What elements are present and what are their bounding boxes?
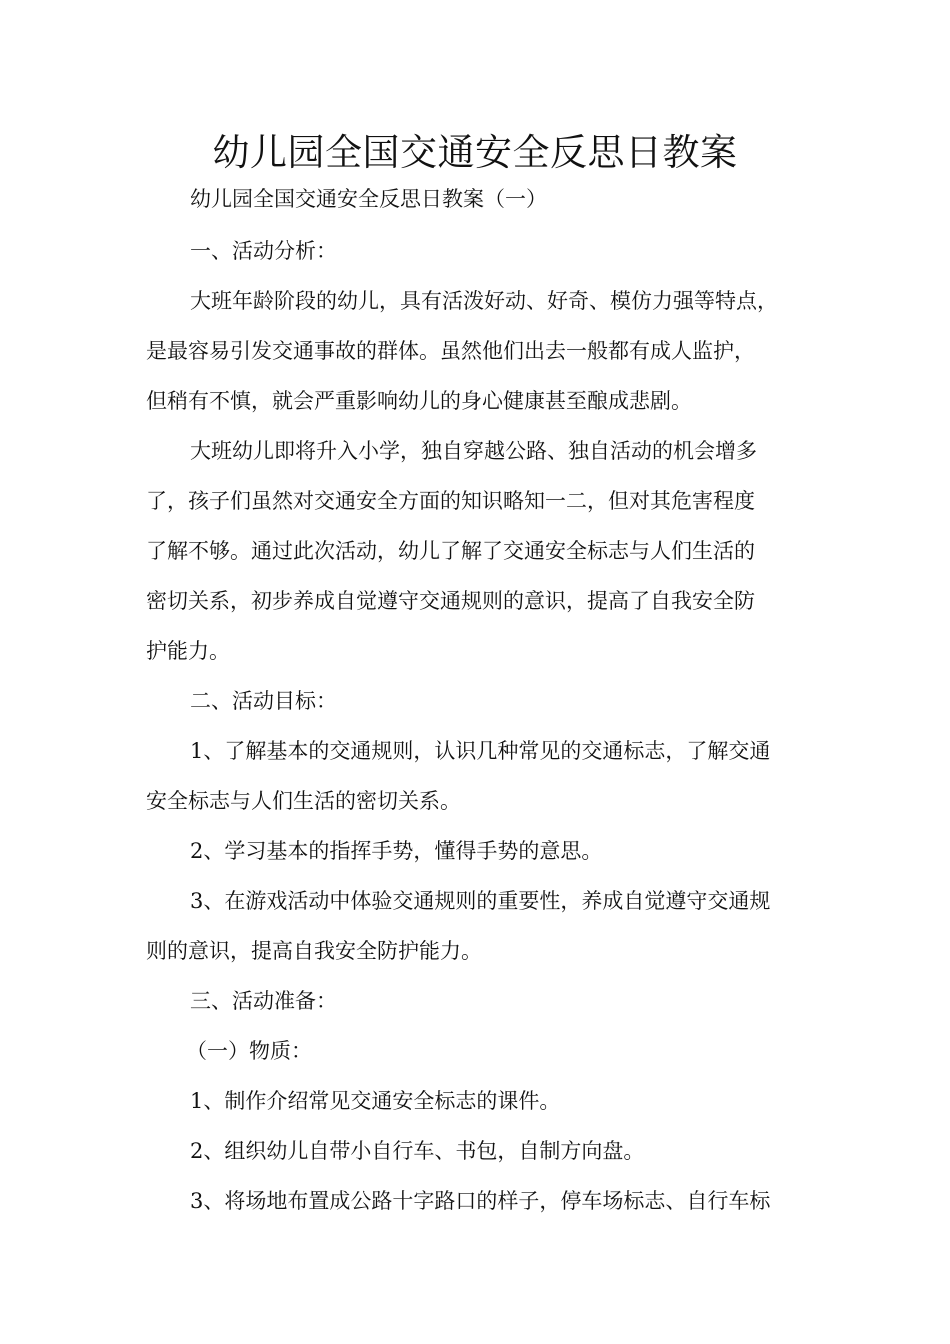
- section-heading-preparation: 三、活动准备：: [190, 989, 337, 1013]
- paragraph-line: 是最容易引发交通事故的群体。虽然他们出去一般都有成人监护，: [146, 339, 755, 363]
- subtitle-line: 幼儿园全国交通安全反思日教案（一）: [190, 187, 547, 211]
- paragraph-line: 密切关系，初步养成自觉遵守交通规则的意识，提高了自我安全防: [146, 589, 755, 613]
- list-item-line: 3、将场地布置成公路十字路口的样子，停车场标志、自行车标: [190, 1189, 771, 1213]
- paragraph-line: 但稍有不慎，就会严重影响幼儿的身心健康甚至酿成悲剧。: [146, 389, 692, 413]
- subsection-heading-materials: （一）物质：: [186, 1039, 312, 1063]
- list-item-line: 1、了解基本的交通规则，认识几种常见的交通标志，了解交通: [190, 739, 771, 763]
- list-item-line: 2、组织幼儿自带小自行车、书包，自制方向盘。: [190, 1139, 645, 1163]
- paragraph-line: 护能力。: [146, 639, 230, 663]
- paragraph-line: 大班年龄阶段的幼儿，具有活泼好动、好奇、模仿力强等特点，: [190, 289, 778, 313]
- list-item-line: 1、制作介绍常见交通安全标志的课件。: [190, 1089, 561, 1113]
- section-heading-analysis: 一、活动分析：: [190, 239, 337, 263]
- list-item-line: 3、在游戏活动中体验交通规则的重要性，养成自觉遵守交通规: [190, 889, 771, 913]
- paragraph-line: 大班幼儿即将升入小学，独自穿越公路、独自活动的机会增多: [190, 439, 757, 463]
- section-heading-goals: 二、活动目标：: [190, 689, 337, 713]
- list-item-line: 2、学习基本的指挥手势，懂得手势的意思。: [190, 839, 603, 863]
- paragraph-line: 了，孩子们虽然对交通安全方面的知识略知一二，但对其危害程度: [146, 489, 755, 513]
- list-item-line: 安全标志与人们生活的密切关系。: [146, 789, 461, 813]
- document-title: 幼儿园全国交通安全反思日教案: [212, 131, 738, 174]
- list-item-line: 则的意识，提高自我安全防护能力。: [146, 939, 482, 963]
- paragraph-line: 了解不够。通过此次活动，幼儿了解了交通安全标志与人们生活的: [146, 539, 755, 563]
